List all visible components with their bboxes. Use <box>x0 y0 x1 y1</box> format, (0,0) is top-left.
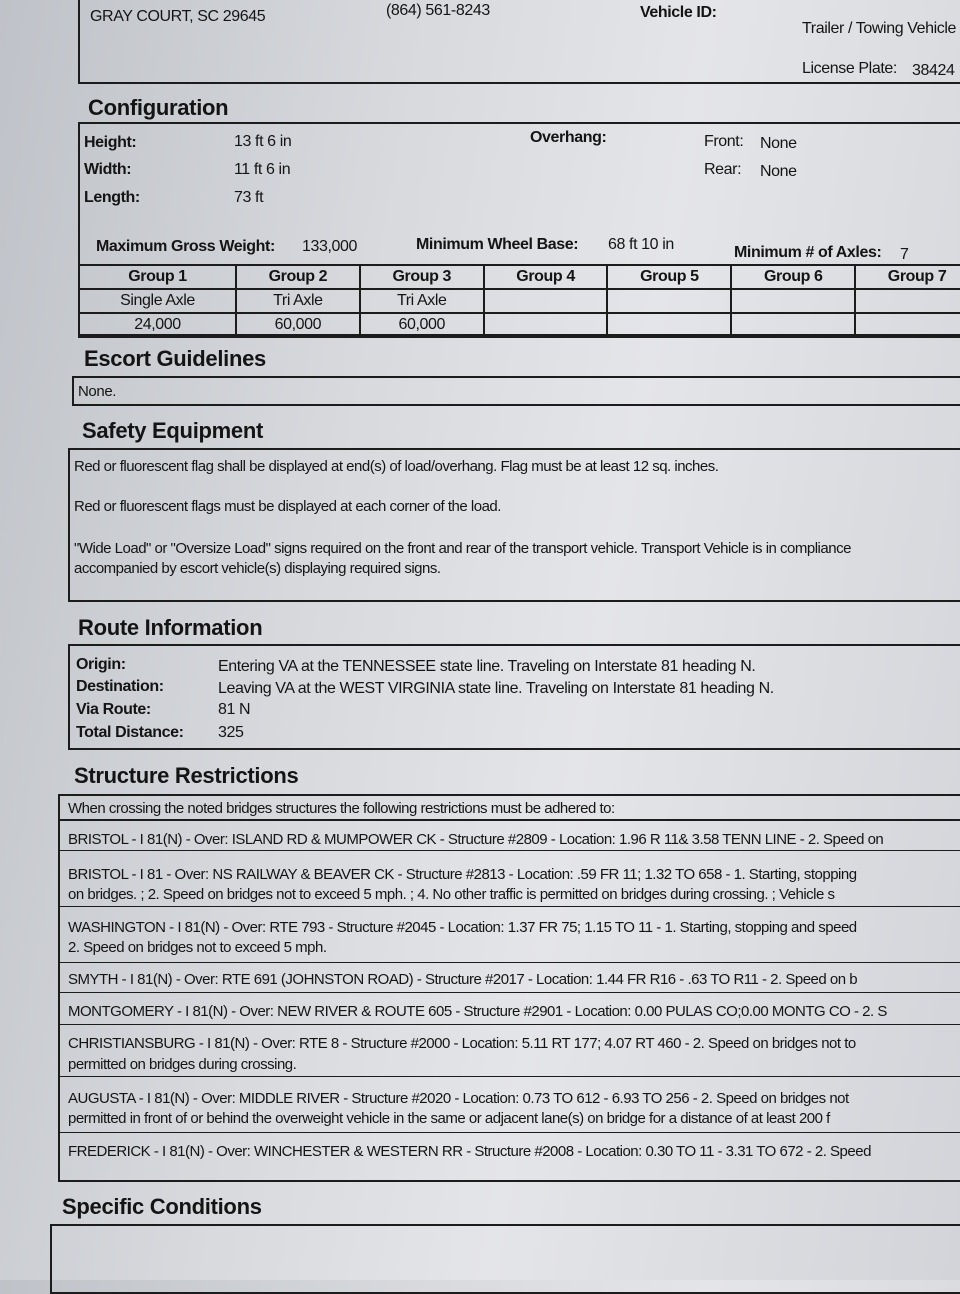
axle-group-weights-row <box>79 313 960 337</box>
axle-group-weight <box>855 313 960 337</box>
escort-guidelines-heading: Escort Guidelines <box>84 346 266 371</box>
structure-entry: AUGUSTA - I 81(N) - Over: MIDDLE RIVER - Structure #2020 - Location: 0.73 TO 612 - 6.93 TO 256 - 2. Speed on bridges not <box>68 1090 849 1107</box>
structure-entry-continued: 2. Speed on bridges not to exceed 5 mph. <box>68 939 327 956</box>
axle-group-weight: 60,000 <box>360 313 484 337</box>
min-axles-label: Minimum # of Axles: <box>734 244 882 261</box>
axle-group-weight: 24,000 <box>79 313 236 337</box>
axle-group-type <box>731 289 855 313</box>
axle-group-types-row <box>79 289 960 313</box>
escort-guidelines-box <box>72 376 960 406</box>
safety-item: Red or fluorescent flags must be displayed at each corner of the load. <box>74 498 501 515</box>
safety-equipment-heading: Safety Equipment <box>82 418 264 443</box>
configuration-box <box>78 122 960 336</box>
origin-value: Entering VA at the TENNESSEE state line. Traveling on Interstate 81 heading N. <box>218 658 756 675</box>
axle-group-type: Tri Axle <box>236 289 360 313</box>
safety-equipment-box <box>68 448 960 602</box>
specific-conditions-heading: Specific Conditions <box>62 1194 262 1219</box>
min-axles-value: 7 <box>900 246 909 263</box>
safety-item: Red or fluorescent flag shall be displayed at end(s) of load/overhang. Flag must be at least 12 sq. inches. <box>74 458 719 475</box>
structure-entry: SMYTH - I 81(N) - Over: RTE 691 (JOHNSTON ROAD) - Structure #2017 - Location: 1.44 FR R16 - .63 TO R11 - 2. Speed on b <box>68 971 858 988</box>
axle-groups-table <box>78 264 960 338</box>
route-information-box <box>68 644 960 750</box>
axle-group-name: Group 3 <box>360 265 484 289</box>
max-gross-weight-label: Maximum Gross Weight: <box>96 238 275 255</box>
rear-label: Rear: <box>704 161 742 178</box>
min-wheel-base-value: 68 ft 10 in <box>608 236 674 253</box>
structure-entry: MONTGOMERY - I 81(N) - Over: NEW RIVER & ROUTE 605 - Structure #2901 - Location: 0.00 PULAS CO;0.00 MONTG CO - 2. S <box>68 1003 887 1020</box>
axle-group-weight <box>607 313 731 337</box>
axle-group-type: Tri Axle <box>360 289 484 313</box>
structure-entry: BRISTOL - I 81(N) - Over: ISLAND RD & MUMPOWER CK - Structure #2809 - Location: 1.96 R 11& 3.58 TENN LINE - 2. Speed on <box>68 831 884 848</box>
origin-label: Origin: <box>76 656 126 673</box>
structure-entry-continued: permitted on bridges during crossing. <box>68 1056 297 1073</box>
structure-entry: CHRISTIANSBURG - I 81(N) - Over: RTE 8 - Structure #2000 - Location: 5.11 RT 177; 4.07 RT 460 - 2. Speed on bridges not to <box>68 1035 856 1052</box>
destination-label: Destination: <box>76 678 164 695</box>
structure-entry-continued: on bridges. ; 2. Speed on bridges not to exceed 5 mph. ; 4. No other traffic is permitted on bridges during crossing. ; Vehicle s <box>68 886 835 903</box>
escort-guidelines-text: None. <box>78 383 117 400</box>
axle-group-weight <box>731 313 855 337</box>
front-label: Front: <box>704 133 744 150</box>
via-route-label: Via Route: <box>76 701 151 718</box>
rear-value: None <box>760 163 797 180</box>
specific-conditions-box <box>50 1224 960 1294</box>
total-distance-value: 325 <box>218 724 244 741</box>
height-value: 13 ft 6 in <box>234 133 292 150</box>
divider <box>60 1132 960 1133</box>
structure-entry: WASHINGTON - I 81(N) - Over: RTE 793 - Structure #2045 - Location: 1.37 FR 75; 1.15 TO 11 - 1. Starting, stopping and speed <box>68 919 857 936</box>
divider <box>60 962 960 963</box>
structure-entry: FREDERICK - I 81(N) - Over: WINCHESTER & WESTERN RR - Structure #2008 - Location: 0.30 TO 11 - 3.31 TO 672 - 2. Speed <box>68 1143 871 1160</box>
divider <box>60 1024 960 1025</box>
safety-item: accompanied by escort vehicle(s) displaying required signs. <box>74 560 441 577</box>
total-distance-label: Total Distance: <box>76 724 184 741</box>
safety-item: "Wide Load" or "Oversize Load" signs required on the front and rear of the transport vehicle. Transport Vehicle is in compliance <box>74 540 851 557</box>
divider <box>60 1076 960 1077</box>
axle-group-name: Group 1 <box>79 265 236 289</box>
axle-group-type <box>607 289 731 313</box>
width-value: 11 ft 6 in <box>234 161 291 178</box>
route-information-heading: Route Information <box>78 615 263 640</box>
axle-group-name: Group 6 <box>731 265 855 289</box>
axle-group-type <box>484 289 608 313</box>
divider <box>60 906 960 907</box>
structure-intro: When crossing the noted bridges structures the following restrictions must be adhered to: <box>68 800 615 817</box>
applicant-info-box <box>78 0 960 84</box>
axle-group-name: Group 4 <box>484 265 608 289</box>
structure-restrictions-box <box>58 794 960 1182</box>
divider <box>60 819 960 821</box>
destination-value: Leaving VA at the WEST VIRGINIA state line. Traveling on Interstate 81 heading N. <box>218 680 774 697</box>
structure-entry: BRISTOL - I 81 - Over: NS RAILWAY & BEAVER CK - Structure #2813 - Location: .59 FR 11; 1.32 TO 658 - 1. Starting, stopping <box>68 866 857 883</box>
configuration-heading: Configuration <box>88 95 229 120</box>
axle-group-name: Group 7 <box>855 265 960 289</box>
vehicle-id-value: Trailer / Towing Vehicle <box>802 20 957 37</box>
axle-group-weight <box>484 313 608 337</box>
axle-group-name: Group 2 <box>236 265 360 289</box>
applicant-phone: (864) 561-8243 <box>386 2 490 19</box>
axle-group-type: Single Axle <box>79 289 236 313</box>
license-plate-value: 38424 <box>912 62 955 79</box>
axle-group-weight: 60,000 <box>236 313 360 337</box>
divider <box>60 850 960 851</box>
axle-group-names-row <box>79 265 960 289</box>
width-label: Width: <box>84 161 132 178</box>
license-plate-label: License Plate: <box>802 60 897 77</box>
vehicle-id-label: Vehicle ID: <box>640 4 717 21</box>
front-value: None <box>760 135 797 152</box>
overhang-label: Overhang: <box>530 129 607 146</box>
via-route-value: 81 N <box>218 701 251 718</box>
length-label: Length: <box>84 189 140 206</box>
axle-group-type <box>855 289 960 313</box>
length-value: 73 ft <box>234 189 264 206</box>
height-label: Height: <box>84 134 137 151</box>
divider <box>60 992 960 993</box>
axle-group-name: Group 5 <box>607 265 731 289</box>
min-wheel-base-label: Minimum Wheel Base: <box>416 236 579 253</box>
applicant-address: GRAY COURT, SC 29645 <box>90 8 266 25</box>
structure-entry-continued: permitted in front of or behind the overweight vehicle in the same or adjacent lane(s) on bridge for a distance of at least 200 f <box>68 1110 830 1127</box>
structure-restrictions-heading: Structure Restrictions <box>74 763 299 788</box>
max-gross-weight-value: 133,000 <box>302 238 358 255</box>
